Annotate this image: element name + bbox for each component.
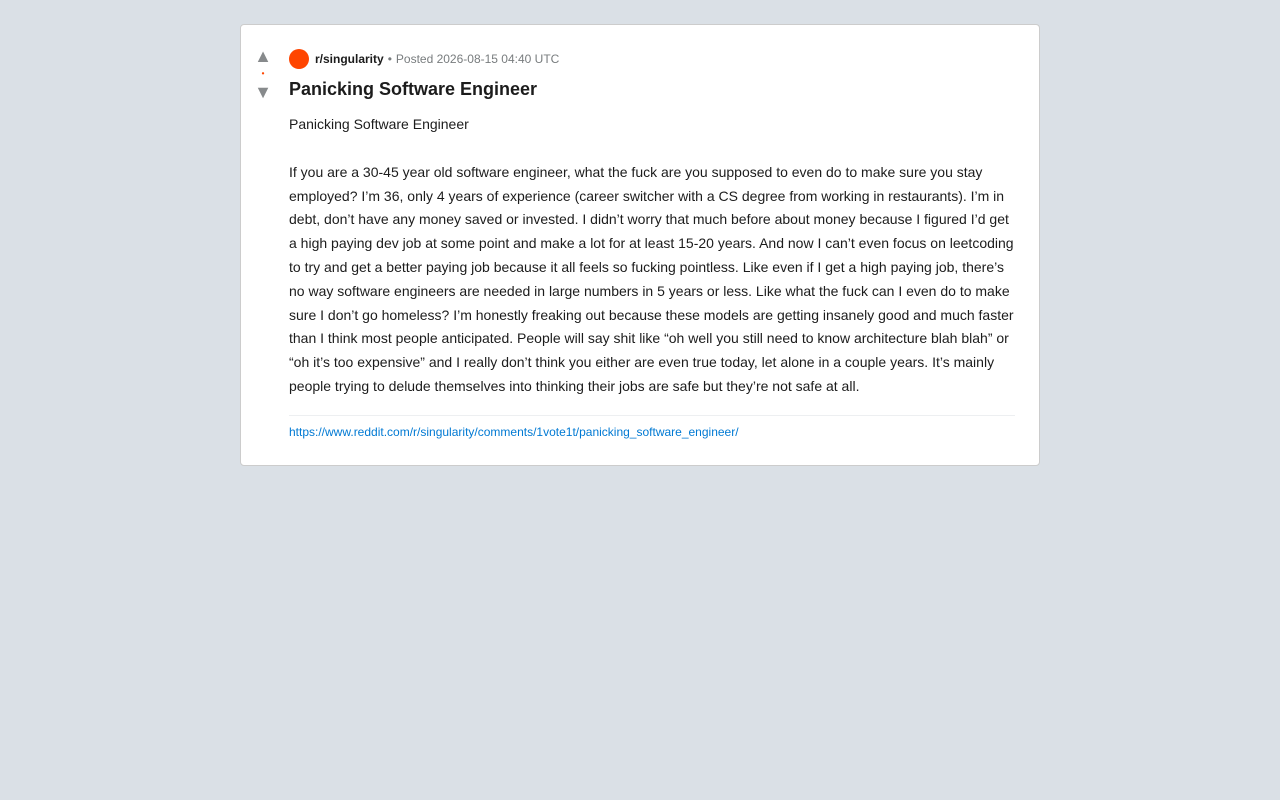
post-title[interactable]: Panicking Software Engineer xyxy=(289,79,538,99)
vote-score: • xyxy=(261,69,265,78)
vote-column xyxy=(241,47,285,101)
subreddit-link[interactable]: r/singularity xyxy=(315,52,384,66)
posted-timestamp: Posted 2026-08-15 04:40 UTC xyxy=(395,52,560,66)
post-meta xyxy=(289,49,1015,69)
post-footer xyxy=(289,415,1015,439)
post-card xyxy=(240,24,1040,466)
post-body-lead: Panicking Software Engineer xyxy=(289,116,469,132)
permalink-link[interactable]: https://www.reddit.com/r/singularity/comments/1vote1t/panicking_software_engineer/ xyxy=(289,424,739,439)
meta-separator: • xyxy=(387,52,392,66)
subreddit-avatar-icon[interactable] xyxy=(289,49,309,69)
post-body xyxy=(289,113,1015,399)
downvote-icon[interactable]: ▼ xyxy=(254,82,272,102)
post-body-text: If you are a 30-45 year old software engineer, what the fuck are you supposed to even do to make sure you stay employed? I’m 36, only 4 years of experience (career switcher with a CS degree from working in restaurants). I’m in debt, don’t have any money saved or invested. I didn’t worry that much before about money because I figured I’d get a high paying dev job at some point and make a lot for at least 15-20 years. And now I can’t even focus on leetcoding to try and get a better paying job because it all feels so fucking pointless. Like even if I get a high paying job, there’s no way software engineers are needed in large numbers in 5 years or less. Like what the fuck can I even do to make sure I don’t go homeless? I’m honestly freaking out because these models are getting insanely good and much faster than I think most people anticipated. People will say shit like “oh well you still need to know architecture blah blah” or “oh it’s too expensive” and I really don’t think you either are even true today, let alone in a couple years. It’s mainly people trying to delude themselves into thinking their jobs are safe but they’re not safe at all. xyxy=(289,163,1014,394)
upvote-icon[interactable]: ▲ xyxy=(254,46,272,66)
post-content xyxy=(289,49,1015,439)
